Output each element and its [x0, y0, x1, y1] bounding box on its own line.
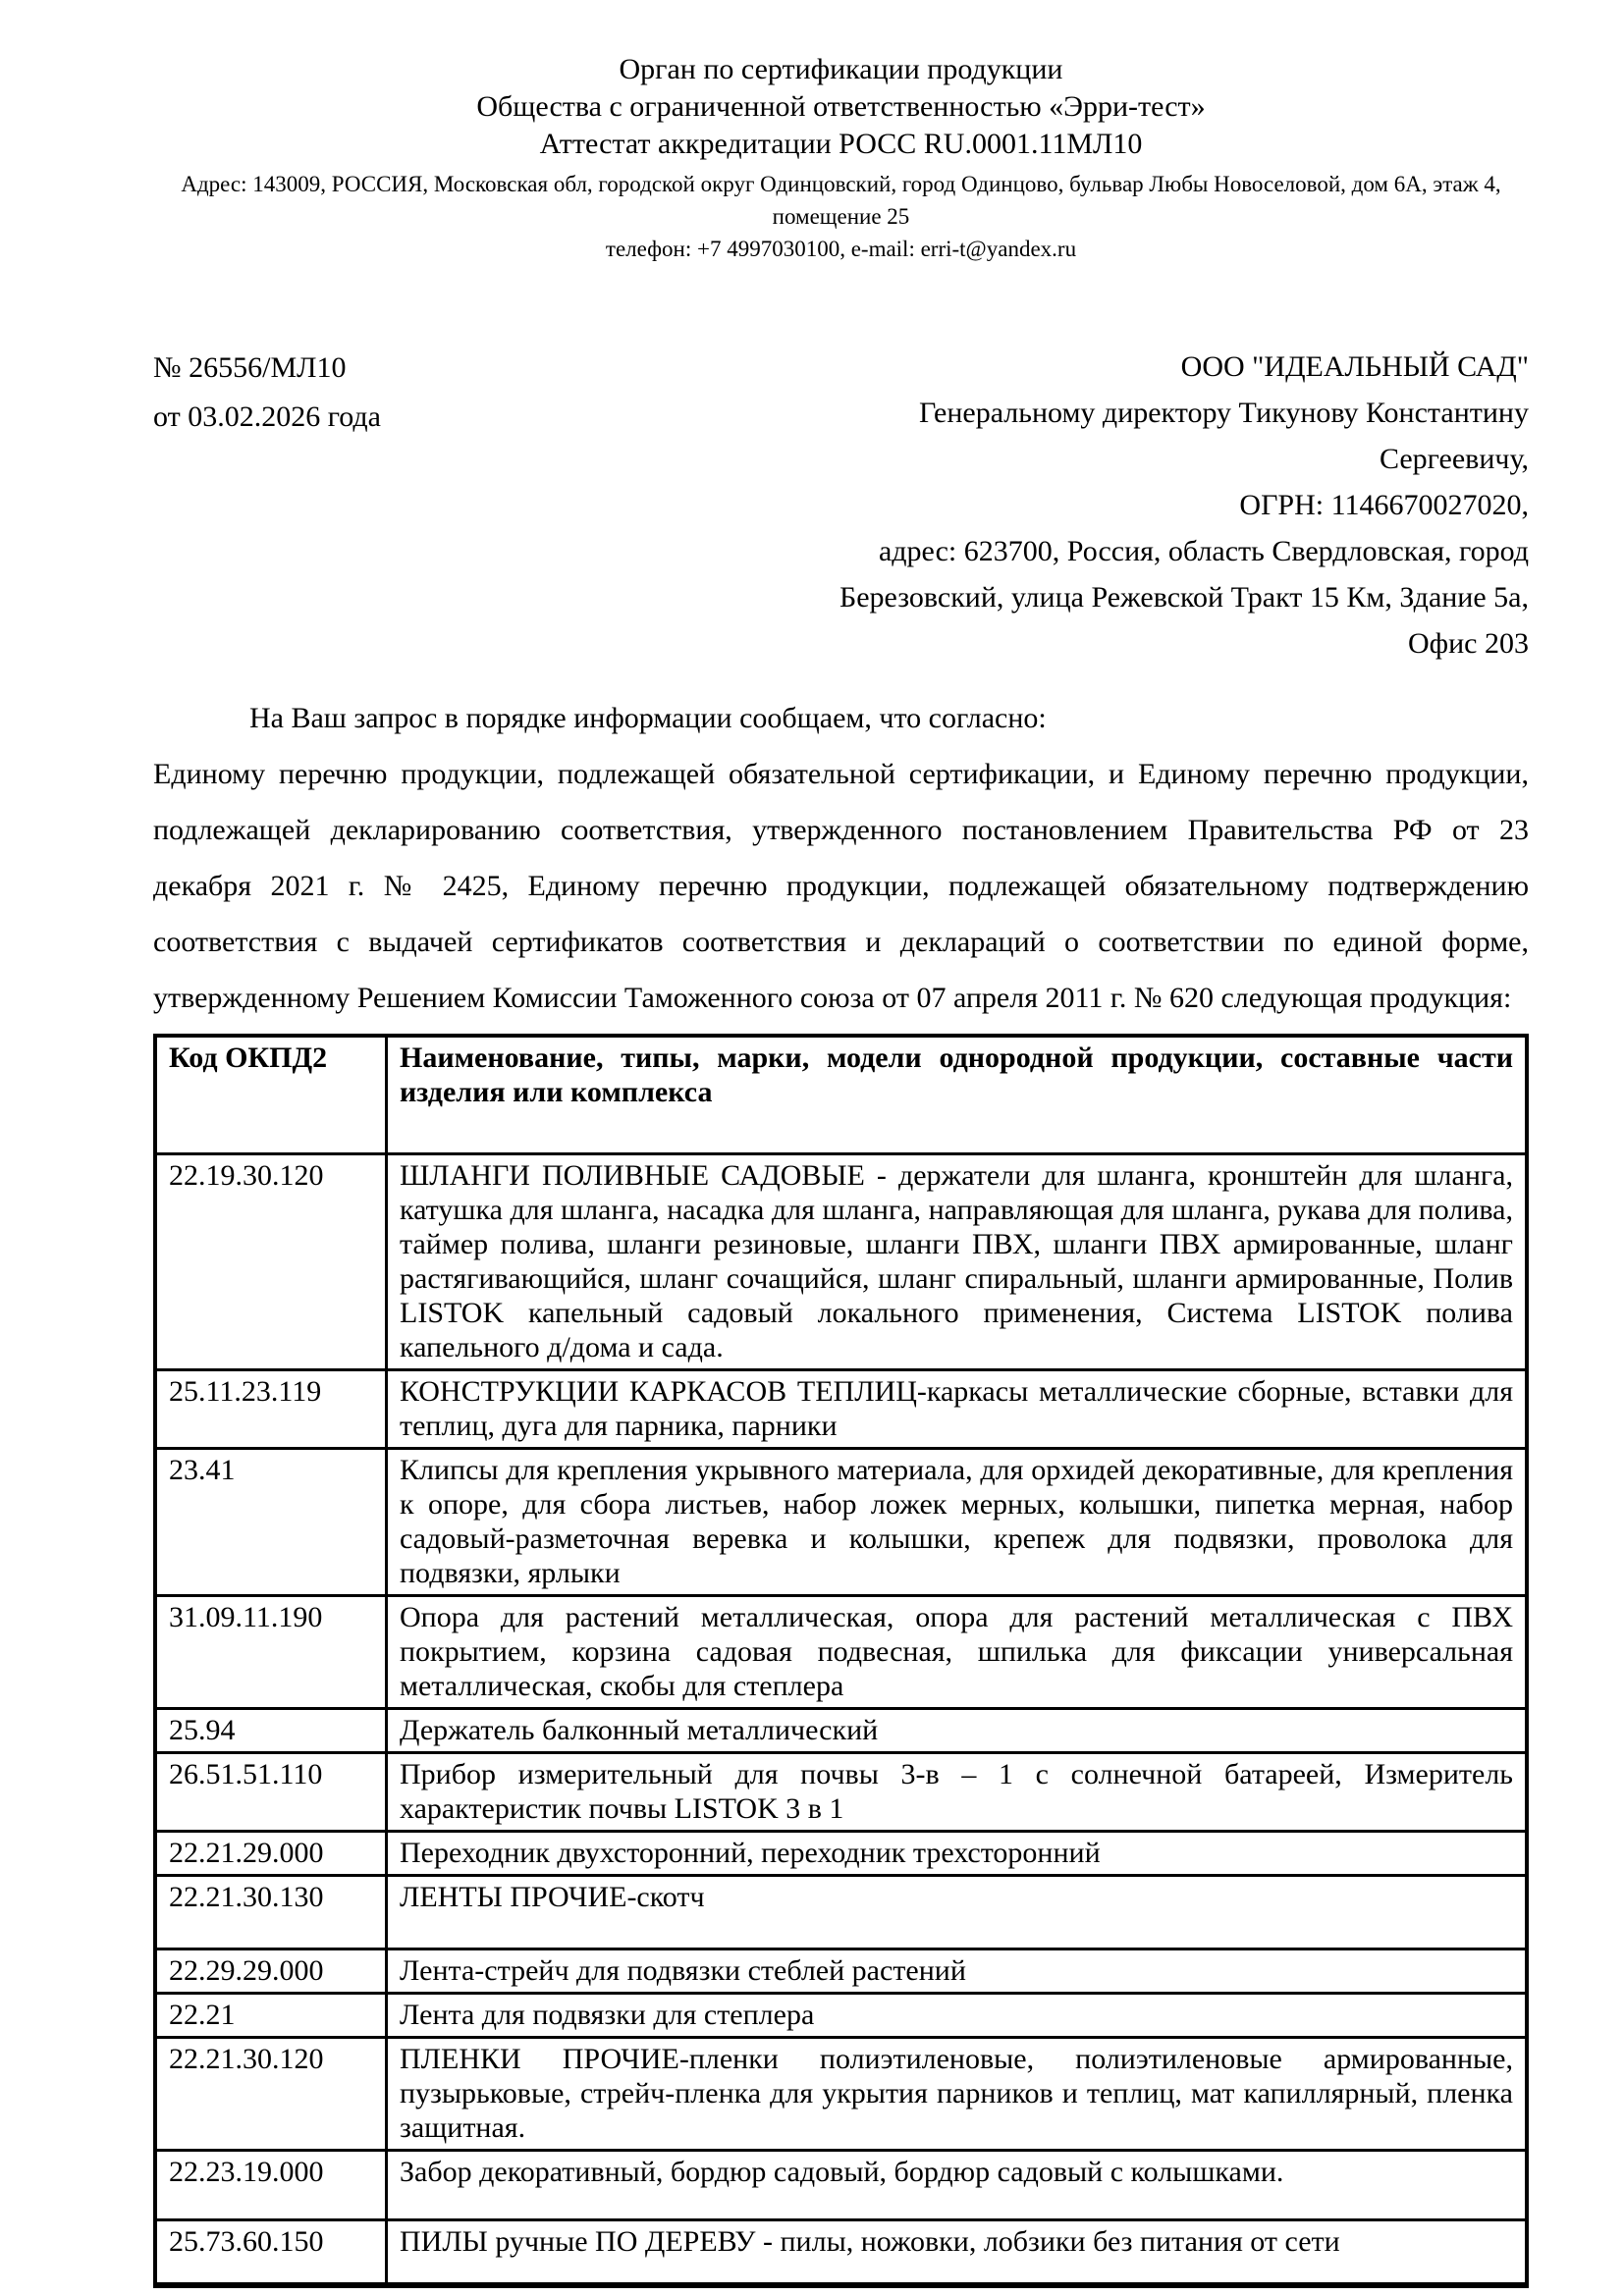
- table-row: [155, 1709, 1527, 1753]
- letter-number-block: [153, 344, 381, 442]
- org-title-line-1: Орган по сертификации продукции: [619, 53, 1063, 85]
- table-row: [155, 1876, 1527, 1949]
- okpd2-code-cell: 25.73.60.150: [155, 2220, 387, 2286]
- okpd2-code-cell: 22.21: [155, 1994, 387, 2038]
- letter-date: от 03.02.2026 года: [153, 400, 381, 433]
- okpd2-code-cell: 31.09.11.190: [155, 1596, 387, 1709]
- recipient-line: Березовский, улица Режевской Тракт 15 Км, Здание 5а,: [839, 581, 1529, 614]
- product-description-cell: ШЛАНГИ ПОЛИВНЫЕ САДОВЫЕ - держатели для шланга, кронштейн для шланга, катушка для шланга, насадка для шланга, направляющая для шланга, рукава для полива, таймер полива, шланги резиновые, шланги ПВХ, шланги ПВХ армированные, шланг растягивающийся, шланг сочащийся, шланг спиральный, шланги армированные, Полив LISTOK капельный садовый локального применения, Система LISTOK полива капельного д/дома и сада.: [387, 1154, 1528, 1370]
- product-description-cell: Лента-стрейч для подвязки стеблей растений: [387, 1949, 1528, 1994]
- table-row: [155, 1832, 1527, 1876]
- table-row: [155, 2151, 1527, 2220]
- table-row: [155, 1154, 1527, 1370]
- okpd2-code-cell: 22.19.30.120: [155, 1154, 387, 1370]
- product-description-cell: ПЛЕНКИ ПРОЧИЕ-пленки полиэтиленовые, полиэтиленовые армированные, пузырьковые, стрейч-пленка для укрытия парников и теплиц, мат капиллярный, пленка защитная.: [387, 2038, 1528, 2151]
- recipient-line: Офис 203: [1408, 627, 1529, 660]
- okpd2-header-cell: Код ОКПД2: [155, 1036, 387, 1154]
- org-title-line-2: Общества с ограниченной ответственностью «Эрри-тест»: [476, 90, 1206, 123]
- recipient-line: адрес: 623700, Россия, область Свердловская, город: [878, 535, 1529, 567]
- okpd2-code-cell: 26.51.51.110: [155, 1753, 387, 1832]
- recipient-line: Сергеевичу,: [1379, 443, 1529, 475]
- table-row: [155, 2220, 1527, 2286]
- table-row: [155, 1753, 1527, 1832]
- body-intro: На Ваш запрос в порядке информации сообщаем, что согласно:: [249, 702, 1047, 734]
- recipient-line: ООО "ИДЕАЛЬНЫЙ САД": [1180, 350, 1529, 383]
- product-name-header-cell: Наименование, типы, марки, модели однородной продукции, составные части изделия или комплекса: [387, 1036, 1528, 1154]
- table-row: [155, 1994, 1527, 2038]
- table-header-row: [155, 1036, 1527, 1154]
- products-table: [153, 1034, 1529, 2288]
- body-paragraph: Единому перечню продукции, подлежащей обязательной сертификации, и Единому перечню продукции, подлежащей декларированию соответствия, утвержденного постановлением Правительства РФ от 23 декабря 2021 г. № 2425, Единому перечню продукции, подлежащей обязательному подтверждению соответствия с выдачей сертификатов соответствия и деклараций о соответствии по единой форме, утвержденному Решением Комиссии Таможенного союза от 07 апреля 2011 г. № 620 следующая продукция:: [153, 758, 1529, 1014]
- letter-meta: [153, 344, 1529, 667]
- okpd2-code-cell: 23.41: [155, 1449, 387, 1596]
- table-row: [155, 2038, 1527, 2151]
- product-description-cell: Опора для растений металлическая, опора для растений металлическая с ПВХ покрытием, корзина садовая подвесная, шпилька для фиксации универсальная металлическая, скобы для степлера: [387, 1596, 1528, 1709]
- org-address: Адрес: 143009, РОССИЯ, Московская обл, городской округ Одинцовский, город Одинцово, бульвар Любы Новоселовой, дом 6А, этаж 4, помещение 25: [181, 172, 1501, 229]
- okpd2-code-cell: 25.11.23.119: [155, 1370, 387, 1449]
- product-description-cell: Держатель балконный металлический: [387, 1709, 1528, 1753]
- okpd2-code-cell: 22.21.29.000: [155, 1832, 387, 1876]
- table-row: [155, 1449, 1527, 1596]
- product-description-cell: Переходник двухсторонний, переходник трехсторонний: [387, 1832, 1528, 1876]
- table-row: [155, 1370, 1527, 1449]
- product-description-cell: Забор декоративный, бордюр садовый, бордюр садовый с колышками.: [387, 2151, 1528, 2220]
- product-description-cell: Лента для подвязки для степлера: [387, 1994, 1528, 2038]
- product-description-cell: ЛЕНТЫ ПРОЧИЕ-скотч: [387, 1876, 1528, 1949]
- recipient-line: ОГРН: 1146670027020,: [1239, 489, 1529, 521]
- table-row: [155, 1949, 1527, 1994]
- okpd2-code-cell: 25.94: [155, 1709, 387, 1753]
- product-description-cell: Клипсы для крепления укрывного материала, для орхидей декоративные, для крепления к опоре, для сбора листьев, набор ложек мерных, колышки, пипетка мерная, набор садовый-разметочная веревка и колышки, крепеж для подвязки, проволока для подвязки, ярлыки: [387, 1449, 1528, 1596]
- recipient-block: [743, 344, 1529, 667]
- product-description-cell: КОНСТРУКЦИИ КАРКАСОВ ТЕПЛИЦ-каркасы металлические сборные, вставки для теплиц, дуга для парника, парники: [387, 1370, 1528, 1449]
- letter-body: [153, 690, 1529, 1026]
- okpd2-code-cell: 22.29.29.000: [155, 1949, 387, 1994]
- product-description-cell: Прибор измерительный для почвы 3-в – 1 с солнечной батареей, Измеритель характеристик почвы LISTOK 3 в 1: [387, 1753, 1528, 1832]
- table-row: [155, 1596, 1527, 1709]
- product-description-cell: ПИЛЫ ручные ПО ДЕРЕВУ - пилы, ножовки, лобзики без питания от сети: [387, 2220, 1528, 2286]
- okpd2-code-cell: 22.23.19.000: [155, 2151, 387, 2220]
- okpd2-code-cell: 22.21.30.120: [155, 2038, 387, 2151]
- recipient-line: Генеральному директору Тикунову Константину: [918, 397, 1529, 429]
- org-contact: телефон: +7 4997030100, e-mail: erri-t@yandex.ru: [605, 237, 1077, 261]
- letter-number: № 26556/МЛ10: [153, 351, 347, 384]
- okpd2-code-cell: 22.21.30.130: [155, 1876, 387, 1949]
- org-header: [153, 51, 1529, 265]
- org-title-line-3: Аттестат аккредитации РОСС RU.0001.11МЛ10: [539, 128, 1143, 160]
